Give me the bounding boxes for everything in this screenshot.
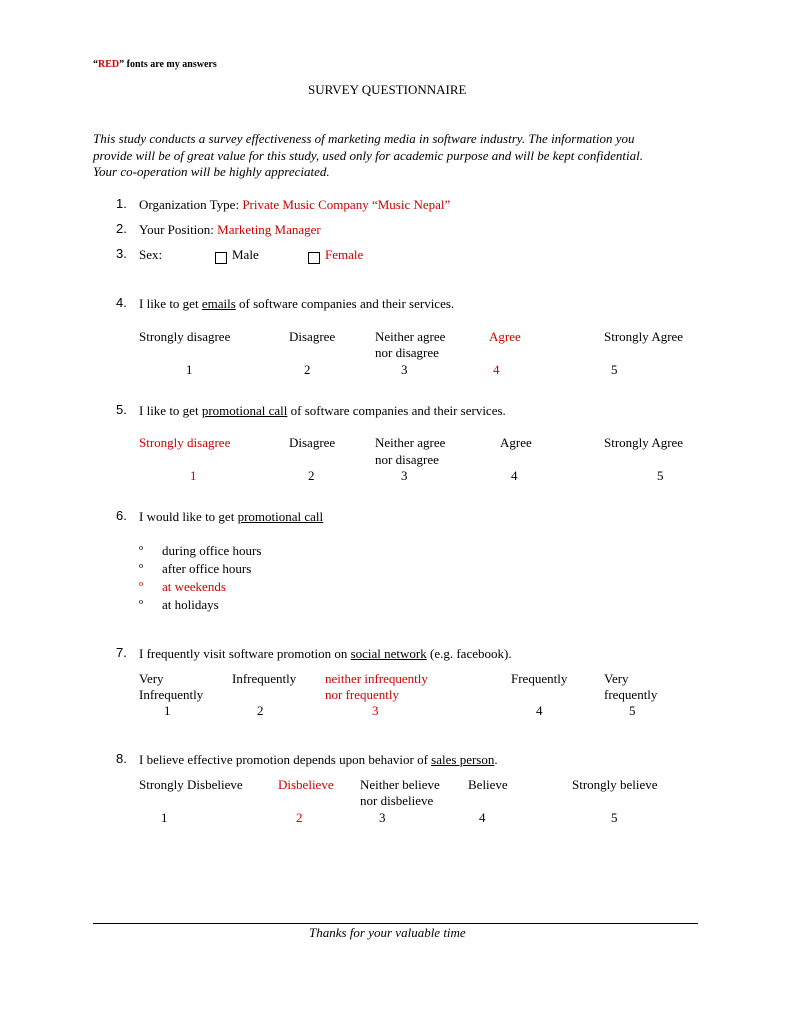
scale-option: Frequently [511, 671, 568, 686]
scale-option-selected-line2: nor frequently [325, 687, 400, 702]
intro-line: This study conducts a survey effectiveness of marketing media in software industry. The information you [93, 131, 635, 146]
choice-item: during office hours [162, 543, 262, 558]
intro-line: Your co-operation will be highly appreciated. [93, 164, 330, 179]
scale-score: 5 [611, 810, 618, 825]
scale-score: 5 [629, 703, 636, 718]
scale-option-line2: nor disbelieve [360, 793, 434, 808]
scale-option: Neither agree [375, 329, 446, 344]
scale-option: Very [139, 671, 164, 686]
question-8: I believe effective promotion depends upon behavior of sales person. [139, 752, 498, 767]
scale-score-selected: 2 [296, 810, 303, 825]
scale-option: Strongly believe [572, 777, 658, 792]
scale-score: 5 [611, 362, 618, 377]
scale-option-selected: Strongly disagree [139, 435, 231, 450]
question-label: Organization Type: [139, 197, 243, 212]
footer-divider [93, 923, 698, 924]
scale-option: Believe [468, 777, 508, 792]
male-checkbox[interactable] [215, 252, 227, 264]
answer-key-note: “RED” fonts are my answers [93, 59, 217, 70]
question-6: I would like to get promotional call [139, 509, 324, 524]
bullet-icon: º [139, 597, 144, 612]
question-number: 1. [116, 196, 127, 211]
question-label: Sex: [139, 247, 163, 262]
scale-score: 3 [379, 810, 386, 825]
scale-option-selected: Agree [489, 329, 521, 344]
bullet-icon: º [139, 543, 144, 558]
scale-option: Very [604, 671, 629, 686]
scale-score-selected: 3 [372, 703, 379, 718]
footer-text: Thanks for your valuable time [309, 925, 466, 940]
scale-score: 1 [164, 703, 171, 718]
choice-item: at holidays [162, 597, 219, 612]
question-2 [139, 222, 321, 238]
scale-option: Disagree [289, 329, 336, 344]
scale-score: 3 [401, 468, 408, 483]
question-number: 4. [116, 295, 127, 310]
female-checkbox[interactable] [308, 252, 320, 264]
scale-option-line2: Infrequently [139, 687, 204, 702]
question-4: I like to get emails of software companies and their services. [139, 296, 455, 311]
scale-score: 4 [536, 703, 543, 718]
scale-score: 1 [186, 362, 193, 377]
scale-score: 5 [657, 468, 664, 483]
bullet-icon: º [139, 561, 144, 576]
scale-option: Neither believe [360, 777, 440, 792]
question-5: I like to get promotional call of software companies and their services. [139, 403, 506, 418]
question-number: 3. [116, 246, 127, 261]
intro-paragraph [93, 131, 701, 181]
question-number: 7. [116, 645, 127, 660]
scale-option-selected: Disbelieve [278, 777, 334, 792]
answer-text: Marketing Manager [217, 222, 321, 237]
scale-score: 4 [479, 810, 486, 825]
question-number: 5. [116, 402, 127, 417]
scale-score: 2 [257, 703, 264, 718]
scale-score: 2 [308, 468, 315, 483]
bullet-icon: º [139, 579, 144, 594]
scale-score: 1 [161, 810, 168, 825]
scale-option: Infrequently [232, 671, 297, 686]
scale-option-line2: nor disagree [375, 452, 439, 467]
scale-score: 2 [304, 362, 311, 377]
choice-item: after office hours [162, 561, 252, 576]
scale-score: 4 [511, 468, 518, 483]
question-label: Your Position: [139, 222, 218, 237]
question-7: I frequently visit software promotion on social network (e.g. facebook). [139, 646, 512, 661]
scale-option-line2: nor disagree [375, 345, 439, 360]
scale-option: Strongly disagree [139, 329, 231, 344]
female-option-label: Female [325, 247, 364, 262]
scale-option-selected: neither infrequently [325, 671, 428, 686]
document-title: SURVEY QUESTIONNAIRE [308, 82, 467, 97]
scale-score: 3 [401, 362, 408, 377]
scale-option: Strongly Agree [604, 329, 684, 344]
scale-option: Disagree [289, 435, 336, 450]
choice-item-selected: at weekends [162, 579, 226, 594]
intro-line: provide will be of great value for this study, used only for academic purpose and will be kept confidential. [93, 147, 644, 163]
question-number: 8. [116, 751, 127, 766]
question-number: 6. [116, 508, 127, 523]
scale-option-line2: frequently [604, 687, 658, 702]
question-number: 2. [116, 221, 127, 236]
scale-option: Agree [500, 435, 532, 450]
scale-option: Strongly Agree [604, 435, 684, 450]
male-option-label: Male [232, 247, 259, 262]
scale-score-selected: 1 [190, 468, 197, 483]
scale-score-selected: 4 [493, 362, 500, 377]
scale-option: Neither agree [375, 435, 446, 450]
question-1 [139, 197, 450, 213]
scale-option: Strongly Disbelieve [139, 777, 243, 792]
answer-text: Private Music Company “Music Nepal” [242, 197, 451, 212]
